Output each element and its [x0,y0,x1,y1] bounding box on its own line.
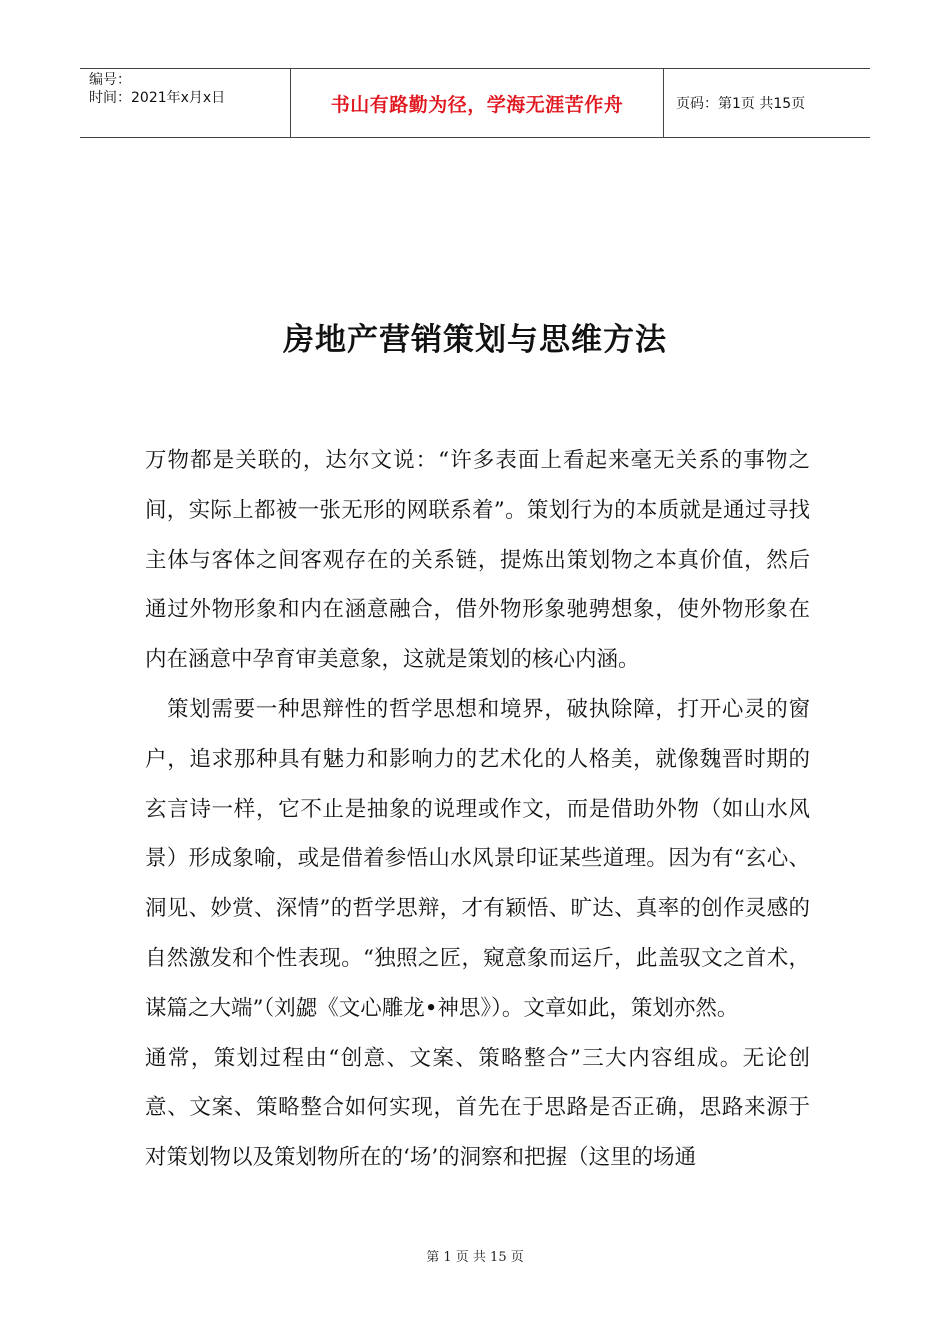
paragraph-3: 通常，策划过程由“创意、文案、策略整合”三大内容组成。无论创意、文案、策略整合如何实现，首先在于思路是否正确，思路来源于对策划物以及策划物所在的‘场’的洞察和把握（这里的场通 [145,1045,810,1171]
motto-text: 书山有路勤为径，学海无涯苦作舟 [330,93,624,116]
paragraph-2: 策划需要一种思辩性的哲学思想和境界，破执除障，打开心灵的窗户，追求那种具有魅力和影响力的艺术化的人格美，就像魏晋时期的玄言诗一样，它不止是抽象的说理或作文，而是借助外物（如山水风景）形成象喻，或是借着参悟山水风景印证某些道理。因为有“玄心、洞见、妙赏、深情”的哲学思辩，才有颖悟、旷达、真率的创作灵感的自然激发和个性表现。“独照之匠，窥意象而运斤，此盖驭文之首术，谋篇之大端”（刘勰《文心雕龙•神思》）。文章如此，策划亦然。 [145,696,810,1021]
header-page-cell [664,69,870,137]
document-header [80,68,870,138]
number-label: 编号： [89,72,131,88]
paragraph-1: 万物都是关联的，达尔文说：“许多表面上看起来毫无关系的事物之间，实际上都被一张无形的网联系着”。策划行为的本质就是通过寻找主体与客体之间客观存在的关系链，提炼出策划物之本真价值，然后通过外物形象和内在涵意融合，借外物形象驰骋想象，使外物形象在内在涵意中孕育审美意象，这就是策划的核心内涵。 [145,448,810,673]
header-meta-cell [80,69,291,137]
page-info: 页码：第1页 共15页 [676,96,806,112]
time-label: 时间：2021年x月x日 [89,90,226,106]
page-footer: 第 1 页 共 15 页 [426,1250,524,1265]
document-title: 房地产营销策划与思维方法 [283,322,667,358]
header-motto-cell [291,69,664,137]
document-body [145,436,810,1183]
